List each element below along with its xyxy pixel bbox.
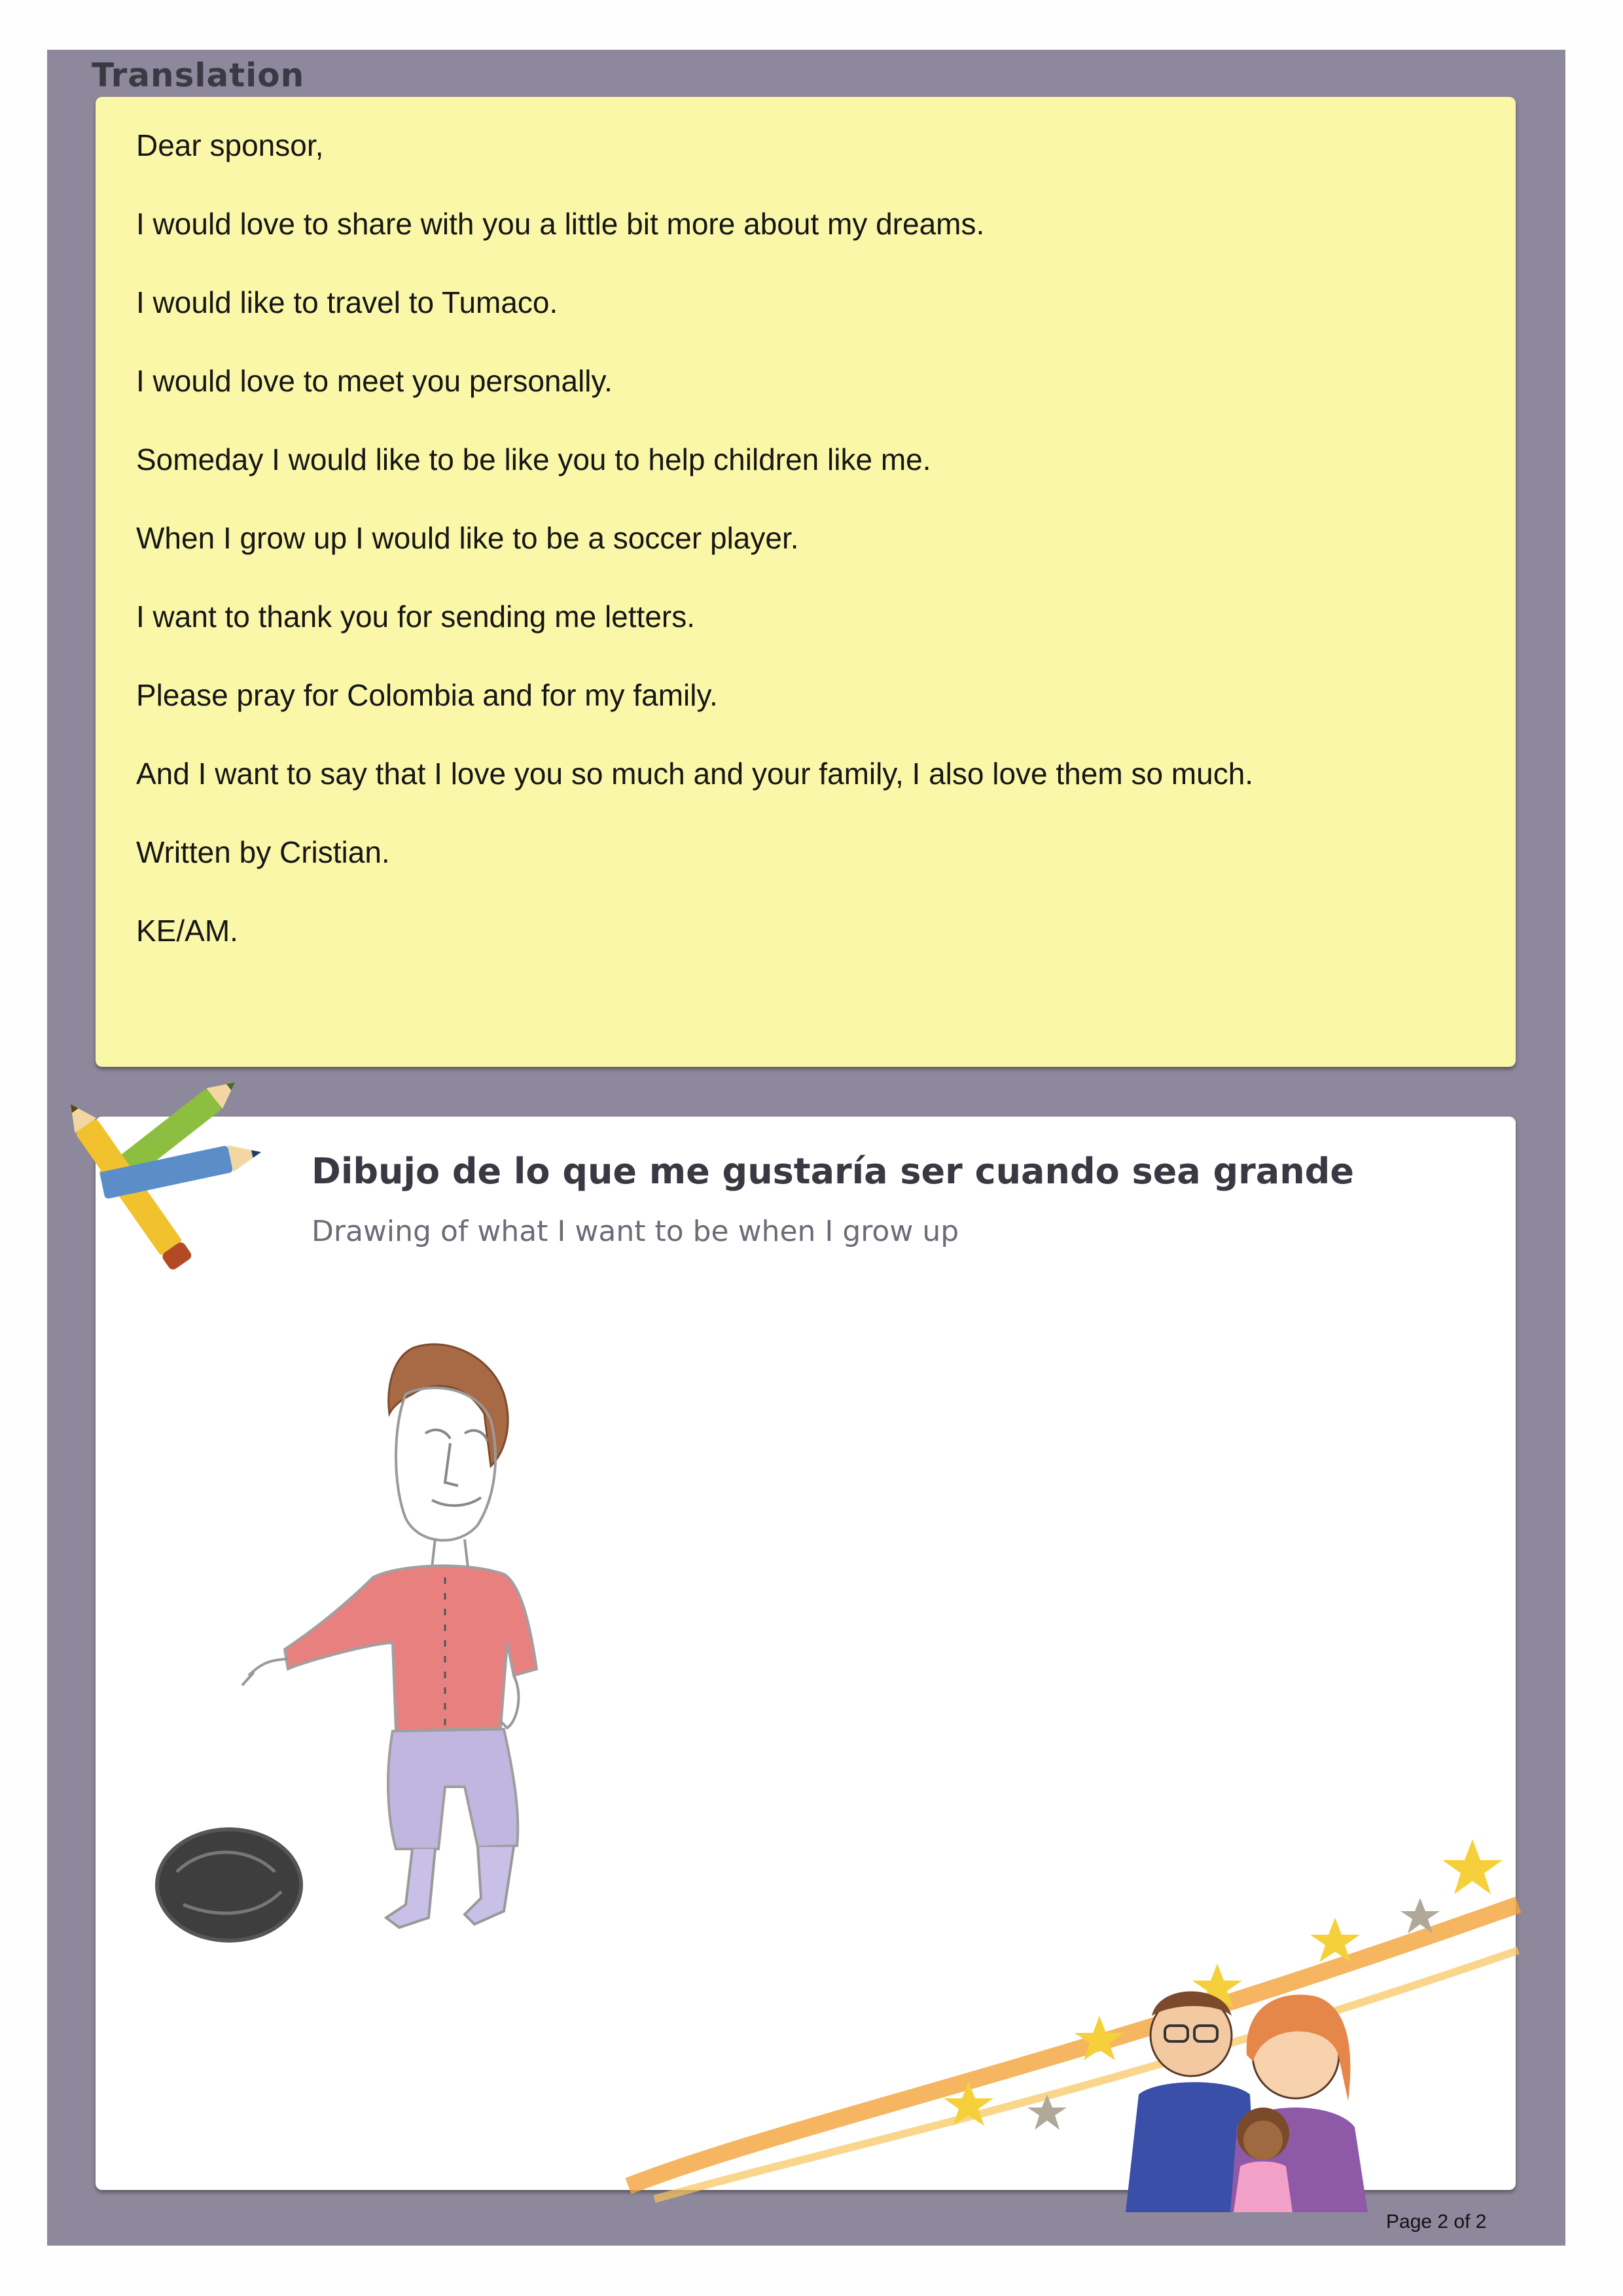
pencils-icon	[55, 1073, 271, 1270]
letter-line: When I grow up I would like to be a soccer player.	[136, 521, 799, 555]
letter-line: Dear sponsor,	[136, 128, 324, 162]
letter-line: I would love to meet you personally.	[136, 364, 613, 398]
letter-line: I want to thank you for sending me letters.	[136, 600, 696, 634]
letter-line: I would like to travel to Tumaco.	[136, 285, 558, 319]
soccer-player-drawing	[137, 1329, 635, 1944]
letter-line: Please pray for Colombia and for my family.	[136, 678, 718, 712]
translation-heading: Translation	[92, 56, 305, 94]
drawing-caption-english: Drawing of what I want to be when I grow up	[312, 1215, 959, 1248]
letter-line: And I want to say that I love you so much and your family, I also love them so much.	[136, 757, 1254, 791]
translation-panel	[96, 97, 1516, 1067]
letter-line: Written by Cristian.	[136, 835, 390, 869]
page-number: Page 2 of 2	[1386, 2211, 1487, 2233]
letter-text	[136, 126, 1253, 990]
letter-line: I would love to share with you a little bit more about my dreams.	[136, 207, 985, 241]
family-stars-illustration	[602, 1820, 1531, 2212]
letter-line: KE/AM.	[136, 914, 238, 948]
letter-line: Someday I would like to be like you to help children like me.	[136, 442, 931, 476]
drawing-caption-spanish: Dibujo de lo que me gustaría ser cuando sea grande	[312, 1151, 1354, 1192]
